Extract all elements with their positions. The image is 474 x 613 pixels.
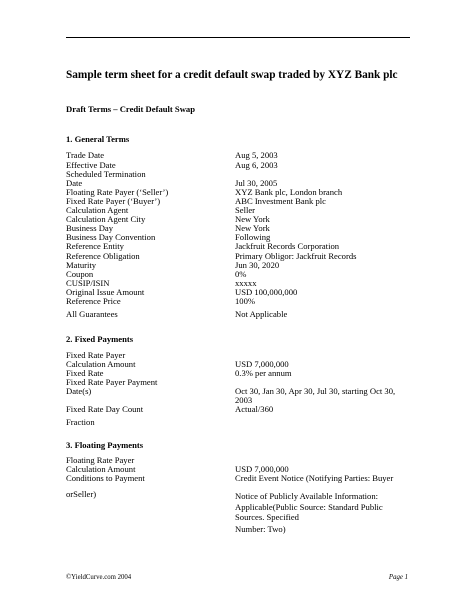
section-heading-general-terms: 1. General Terms (66, 134, 130, 144)
term-label: Business Day (66, 223, 114, 233)
term-value: 0% (235, 269, 247, 279)
term-value: Jun 30, 2020 (235, 260, 280, 270)
footer-page-number: Page 1 (388, 574, 408, 581)
term-value: Actual/360 (235, 404, 274, 414)
term-label: CUSIP/ISIN (66, 278, 110, 288)
section-heading-floating-payments: 3. Floating Payments (66, 440, 144, 450)
term-value: 100% (235, 296, 256, 306)
term-value: Sources. Specified (235, 512, 299, 522)
term-label: Date (66, 178, 83, 188)
term-label: Effective Date (66, 160, 116, 170)
term-label: Business Day Convention (66, 232, 156, 242)
term-value: New York (235, 214, 270, 224)
term-value: Aug 6, 2003 (235, 160, 278, 170)
term-label: Reference Price (66, 296, 121, 306)
term-value: Jul 30, 2005 (235, 178, 278, 188)
term-label: Fixed Rate (66, 368, 104, 378)
term-label: Calculation Amount (66, 359, 136, 369)
term-label: Fixed Rate Payer (66, 350, 126, 360)
term-value: USD 7,000,000 (235, 359, 289, 369)
term-value: XYZ Bank plc, London branch (235, 187, 343, 197)
term-label: Fraction (66, 417, 95, 427)
term-value: New York (235, 223, 270, 233)
term-value: Seller (235, 205, 256, 215)
section-heading-fixed-payments: 2. Fixed Payments (66, 334, 134, 344)
term-value: Notice of Publicly Available Information: (235, 491, 379, 501)
term-value: 2003 (235, 395, 253, 405)
term-label: Fixed Rate Day Count (66, 404, 144, 414)
footer-copyright: ©YieldCurve.com 2004 (66, 574, 132, 581)
term-value: Aug 5, 2003 (235, 150, 278, 160)
term-value: Oct 30, Jan 30, Apr 30, Jul 30, starting Oct 30, (235, 386, 396, 396)
term-value: xxxxx (235, 278, 257, 288)
term-label: Date(s) (66, 386, 92, 396)
term-label: Calculation Agent (66, 205, 129, 215)
term-value: 0.3% per annum (235, 368, 292, 378)
term-value: Primary Obligor: Jackfruit Records (235, 251, 357, 261)
term-label: Maturity (66, 260, 97, 270)
term-value: Credit Event Notice (Notifying Parties: Buyer (235, 473, 394, 483)
term-value: Applicable(Public Source: Standard Public (235, 502, 383, 512)
term-label: Floating Rate Payer (66, 455, 135, 465)
term-label: Fixed Rate Payer Payment (66, 377, 158, 387)
term-value: Not Applicable (235, 309, 288, 319)
term-label: Fixed Rate Payer (‘Buyer’) (66, 196, 161, 206)
term-label: Coupon (66, 269, 94, 279)
term-value: Following (235, 232, 271, 242)
term-value: USD 7,000,000 (235, 464, 289, 474)
term-label: All Guarantees (66, 309, 118, 319)
term-label: Trade Date (66, 150, 105, 160)
term-label: Reference Entity (66, 241, 124, 251)
term-label: orSeller) (66, 489, 97, 499)
term-label: Scheduled Termination (66, 169, 146, 179)
term-value: Jackfruit Records Corporation (235, 241, 340, 251)
term-value: Number: Two) (235, 524, 286, 534)
term-label: Calculation Amount (66, 464, 136, 474)
term-label: Floating Rate Payer (‘Seller’) (66, 187, 169, 197)
term-label: Conditions to Payment (66, 473, 145, 483)
term-label: Calculation Agent City (66, 214, 146, 224)
document-subtitle: Draft Terms – Credit Default Swap (66, 104, 195, 114)
term-value: USD 100,000,000 (235, 287, 298, 297)
term-label: Reference Obligation (66, 251, 140, 261)
term-label: Original Issue Amount (66, 287, 145, 297)
document-title: Sample term sheet for a credit default swap traded by XYZ Bank plc (66, 69, 398, 81)
term-value: ABC Investment Bank plc (235, 196, 326, 206)
header-rule (66, 37, 410, 38)
